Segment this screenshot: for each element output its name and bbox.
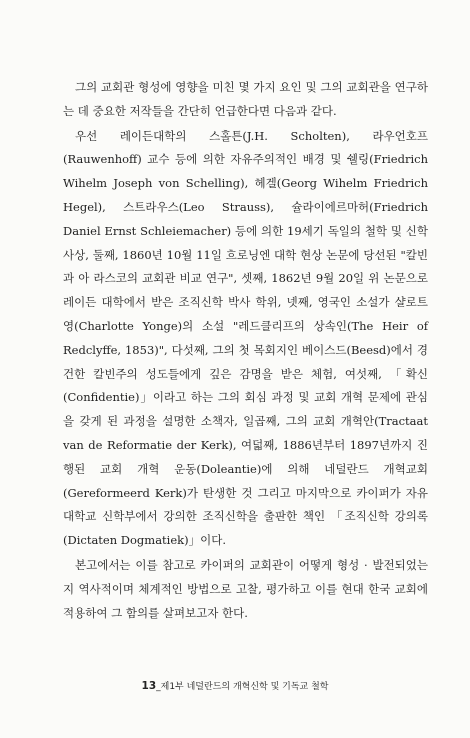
page-footer	[0, 679, 470, 692]
page-number: 13	[141, 680, 157, 692]
body-text	[63, 76, 428, 625]
paragraph-intro: 그의 교회관 형성에 영향을 미친 몇 가지 요인 및 그의 교회관을 연구하는 데 중요한 저작들을 간단히 언급한다면 다음과 같다.	[63, 80, 428, 118]
footer-separator: _	[156, 682, 161, 692]
paragraph-purpose: 본고에서는 이를 참고로 카이퍼의 교회관이 어떻게 형성 · 발전되었는지 역사적이며 체계적인 방법으로 고찰, 평가하고 이를 현대 한국 교회에 적용하여 그 함의를 살펴보고자 한다.	[63, 557, 428, 620]
running-title: 제1부 네덜란드의 개혁신학 및 기독교 철학	[160, 682, 329, 692]
paragraph-influences: 우선 레이든대학의 스홀튼(J.H. Scholten), 라우언호프(Rauwenhoff) 교수 등에 의한 자유주의적인 배경 및 쉘링(Friedrich Wihelm Joseph von Schelling), 헤겔(Georg Wihelm Friedrich Hegel), 스트라우스(Leo Strauss), 슐라이에르마허(Friedrich Daniel Ernst Schleiemacher) 등에 의한 19세기 독일의 철학 및 신학 사상, 둘째, 1860년 10월 11일 흐로닝엔 대학 현상 논문에 당선된 "칼빈과 아 라스코의 교회관 비교 연구", 셋째, 1862년 9월 20일 위 논문으로 레이든 대학에서 받은 조직신학 박사 학위, 넷째, 영국인 소설가 샬로트 영(Charlotte Yonge)의 소설 "레드클리프의 상속인(The Heir of Redclyffe, 1853)", 다섯째, 그의 첫 목회지인 베이스드(Beesd)에서 경건한 칼빈주의 성도들에게 깊은 감명을 받은 체험, 여섯째, 「확신(Confidentie)」이라고 하는 그의 회심 과정 및 교회 개혁 문제에 관심을 갖게 된 과정을 설명한 소책자, 일곱째, 그의 교회 개혁안(Tractaat van de Reformatie der Kerk), 여덟째, 1886년부터 1897년까지 진행된 교회 개혁 운동(Doleantie)에 의해 네덜란드 개혁교회(Gereformeerd Kerk)가 탄생한 것 그리고 마지막으로 카이퍼가 자유대학교 신학부에서 강의한 조직신학을 출판한 책인 「조직신학 강의록(Dictaten Dogmatiek)」이다.	[63, 128, 428, 548]
